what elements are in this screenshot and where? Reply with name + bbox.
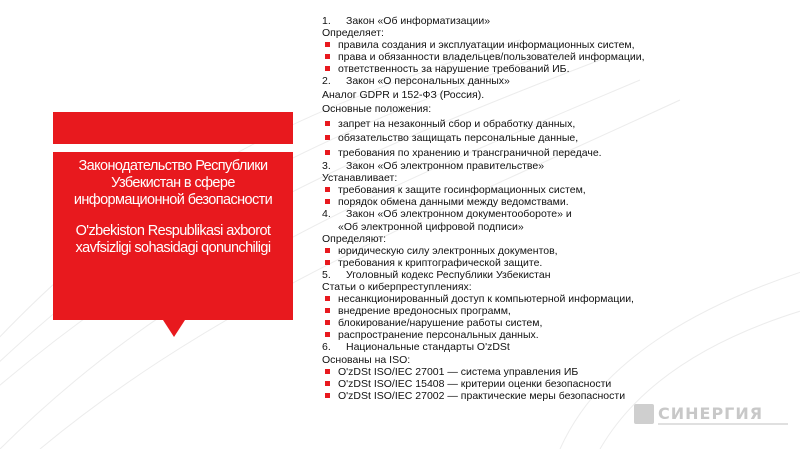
law-6-intro: Основаны на ISO: (322, 353, 411, 366)
law-1-heading: 1. Закон «Об информатизации» (322, 15, 491, 27)
red-strip (53, 112, 293, 144)
title-ru: Законодательство Республики Узбекистан в сфере информационной безопасности (73, 158, 273, 208)
law-4-intro: Определяют: (322, 232, 387, 245)
list-item: требования по хранению и трансграничной передаче. (322, 146, 782, 161)
law-3-intro: Устанавливает: (322, 172, 398, 185)
law-2-intro: Основные положения: (322, 103, 432, 116)
list-item: права и обязанности владельцев/пользователей информации, (322, 51, 782, 63)
law-2-heading: 2. Закон «О персональных данных» (322, 75, 510, 88)
list-item: порядок обмена данными между ведомствами. (322, 196, 782, 208)
synergy-logo (634, 402, 794, 428)
list-item: юридическую силу электронных документов, (322, 245, 782, 257)
law-1-intro: Определяет: (322, 27, 384, 40)
logo-text: СИНЕРГИЯ (658, 404, 764, 423)
law-5-intro: Статьи о киберпреступлениях: (322, 281, 472, 293)
list-item: несанкционированный доступ к компьютерной информации, (322, 293, 782, 305)
list-item: внедрение вредоносных программ, (322, 305, 782, 317)
law-5-heading: 5. Уголовный кодекс Республики Узбекистан (322, 268, 551, 281)
logo-underline (658, 423, 788, 425)
list-item: O'zDSt ISO/IEC 27001 — система управления ИБ (322, 366, 782, 378)
list-item: O'zDSt ISO/IEC 15408 — критерии оценки безопасности (322, 378, 782, 390)
title-box-pointer (163, 320, 185, 337)
list-item: ответственность за нарушение требований ИБ. (322, 63, 782, 75)
list-item: запрет на незаконный сбор и обработку данных, (322, 117, 782, 132)
list-item: O'zDSt ISO/IEC 27002 — практические меры безопасности (322, 390, 782, 402)
list-item: требования к криптографической защите. (322, 257, 782, 269)
list-item: требования к защите госинформационных систем, (322, 184, 782, 196)
law-2-analog: Аналог GDPR и 152-ФЗ (Россия). (322, 88, 485, 101)
list-item: распространение персональных данных. (322, 329, 782, 341)
title-box (53, 152, 293, 320)
law-4-heading-cont: «Об электронной цифровой подписи» (338, 220, 524, 233)
list-item: правила создания и эксплуатации информационных систем, (322, 39, 782, 51)
law-4-heading: 4. Закон «Об электронном документообороте» и (322, 208, 572, 221)
law-3-heading: 3. Закон «Об электронном правительстве» (322, 160, 545, 173)
logo-mark-icon (634, 404, 654, 424)
list-item: блокирование/нарушение работы систем, (322, 317, 782, 329)
list-item: обязательство защищать персональные данные, (322, 131, 782, 146)
law-6-heading: 6. Национальные стандарты O'zDSt (322, 341, 510, 354)
title-uz: O'zbekiston Respublikasi axborot xavfsizligi sohasidagi qonunchiligi (75, 223, 271, 256)
laws-list (322, 15, 782, 402)
